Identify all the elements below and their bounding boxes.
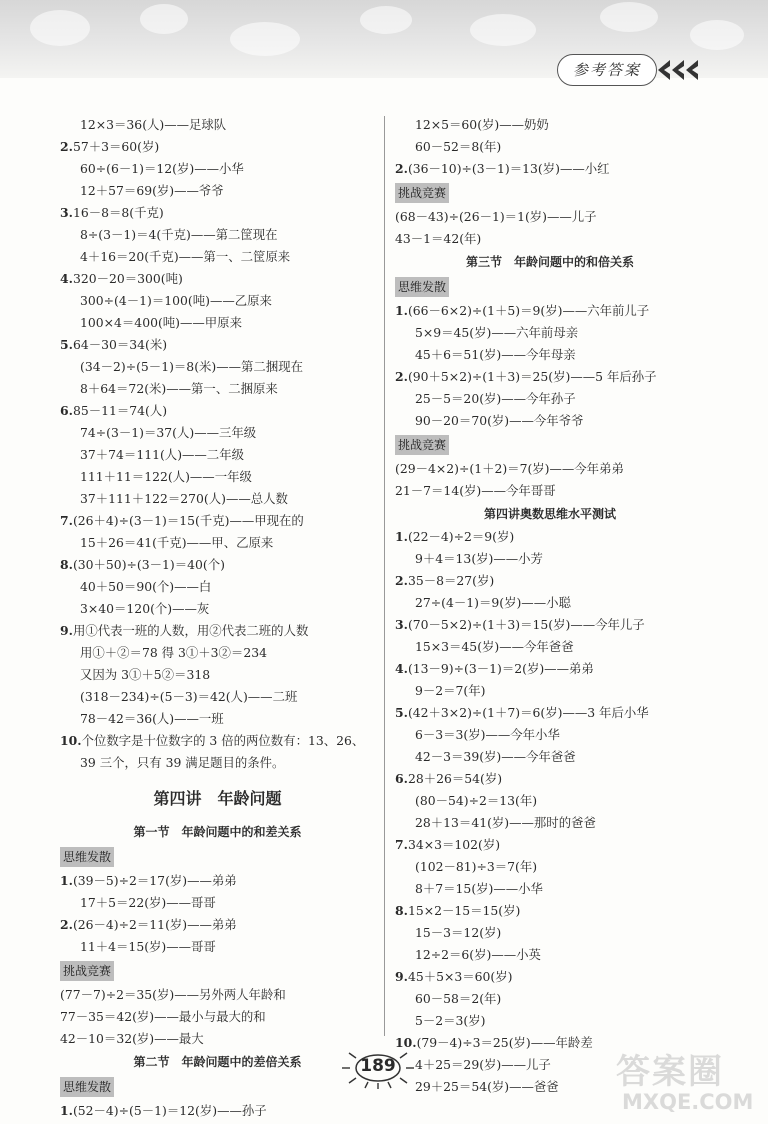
question-number: 2. — [60, 139, 73, 154]
answer-line: 28＋13＝41(岁)——那时的爸爸 — [415, 815, 596, 830]
answer-line: 8＋64＝72(米)——第一、二捆原来 — [80, 381, 278, 396]
answer-line: 111＋11＝122(人)——一年级 — [80, 469, 252, 484]
answer-line: 42－3＝39(岁)——今年爸爸 — [415, 749, 576, 764]
answer-line: (66－6×2)÷(1＋5)＝9(岁)——六年前儿子 — [407, 303, 650, 318]
answer-line: (70－5×2)÷(1＋3)＝15(岁)——今年儿子 — [407, 617, 645, 632]
answer-line: 85－11＝74(人) — [72, 403, 168, 418]
question-number: 2. — [60, 917, 73, 932]
answer-line: (26－4)÷2＝11(岁)——弟弟 — [72, 917, 237, 932]
answer-line: 78－42＝36(人)——一班 — [80, 711, 224, 726]
answer-line: 25－5＝20(岁)——今年孙子 — [415, 391, 576, 406]
question-number: 2. — [395, 161, 408, 176]
think-tag: 思维发散 — [60, 1077, 114, 1097]
answer-line: (39－5)÷2＝17(岁)——弟弟 — [72, 873, 237, 888]
question-number: 1. — [60, 873, 73, 888]
question-number: 5. — [395, 705, 408, 720]
answer-line: 40＋50＝90(个)——白 — [80, 579, 212, 594]
think-tag: 思维发散 — [395, 277, 449, 297]
think-tag: 思维发散 — [60, 847, 114, 867]
question-number: 9. — [395, 969, 408, 984]
answer-line: 9－2＝7(年) — [415, 683, 486, 698]
answer-line: 300÷(4－1)＝100(吨)——乙原来 — [80, 293, 272, 308]
answer-line: (77－7)÷2＝35(岁)——另外两人年龄和 — [60, 987, 286, 1002]
answer-line: 9＋4＝13(岁)——小芳 — [415, 551, 543, 566]
answer-line: 12×3＝36(人)——足球队 — [80, 117, 227, 132]
answer-line: 74÷(3－1)＝37(人)——三年级 — [80, 425, 257, 440]
answer-line: 39 三个，只有 39 满足题目的条件。 — [80, 755, 285, 770]
question-number: 4. — [395, 661, 408, 676]
question-number: 4. — [60, 271, 73, 286]
question-number: 7. — [60, 513, 73, 528]
answer-line: 28＋26＝54(岁) — [407, 771, 503, 786]
answer-line: 4＋25＝29(岁)——儿子 — [415, 1057, 551, 1072]
question-number: 2. — [395, 369, 408, 384]
section-title: 第三节 年龄问题中的和倍关系 — [465, 255, 634, 269]
answer-line: 45＋6＝51(岁)——今年母亲 — [415, 347, 576, 362]
answer-line: 90－20＝70(岁)——今年爷爷 — [415, 413, 584, 428]
question-number: 8. — [395, 903, 408, 918]
answer-line: (26＋4)÷(3－1)＝15(千克)——甲现在的 — [72, 513, 304, 528]
answer-line: 16－8＝8(千克) — [72, 205, 164, 220]
answer-line: 45＋5×3＝60(岁) — [407, 969, 513, 984]
page-number-text: 189 — [360, 1056, 396, 1076]
answer-line: 15×2－15＝15(岁) — [407, 903, 521, 918]
question-number: 7. — [395, 837, 408, 852]
section-title: 第二节 年龄问题中的差倍关系 — [133, 1055, 302, 1069]
question-number: 8. — [60, 557, 73, 572]
answer-line: 8÷(3－1)＝4(千克)——第二筐现在 — [80, 227, 278, 242]
answer-line: (29－4×2)÷(1＋2)＝7(岁)——今年弟弟 — [395, 461, 624, 476]
column-divider — [384, 116, 385, 1036]
answer-line: 57＋3＝60(岁) — [72, 139, 160, 154]
left-column — [60, 114, 375, 1122]
answer-line: 用①代表一班的人数，用②代表二班的人数 — [72, 623, 309, 638]
chapter-title: 第四讲 年龄问题 — [153, 789, 282, 808]
question-number: 3. — [395, 617, 408, 632]
answer-line: (80－54)÷2＝13(年) — [415, 793, 538, 808]
watermark-text: 答案圈 — [616, 1052, 724, 1092]
answer-line: 64－30＝34(米) — [72, 337, 168, 352]
answer-line: 5－2＝3(岁) — [415, 1013, 486, 1028]
answer-line: 27÷(4－1)＝9(岁)——小聪 — [415, 595, 571, 610]
challenge-tag: 挑战竞赛 — [60, 961, 114, 981]
answer-line: 又因为 3①＋5②＝318 — [80, 667, 211, 682]
challenge-tag: 挑战竞赛 — [395, 183, 449, 203]
answer-line: 5×9＝45(岁)——六年前母亲 — [415, 325, 579, 340]
answer-line: 37＋74＝111(人)——二年级 — [80, 447, 244, 462]
answer-line: 8＋7＝15(岁)——小华 — [415, 881, 543, 896]
answer-line: 60－52＝8(年) — [415, 139, 502, 154]
answer-line: 34×3＝102(岁) — [407, 837, 501, 852]
answer-line: (90＋5×2)÷(1＋3)＝25(岁)——5 年后孙子 — [407, 369, 657, 384]
answer-line: (36－10)÷(3－1)＝13(岁)——小红 — [407, 161, 610, 176]
answer-line: (30＋50)÷(3－1)＝40(个) — [72, 557, 225, 572]
answer-line: 21－7＝14(岁)——今年哥哥 — [395, 483, 556, 498]
answer-line: (34－2)÷(5－1)＝8(米)——第二捆现在 — [80, 359, 303, 374]
answer-line: 15＋26＝41(千克)——甲、乙原来 — [80, 535, 274, 550]
answer-line: 320－20＝300(吨) — [72, 271, 183, 286]
challenge-tag: 挑战竞赛 — [395, 435, 449, 455]
answer-line: 15－3＝12(岁) — [415, 925, 502, 940]
question-number: 1. — [395, 303, 408, 318]
page-number — [336, 1050, 420, 1090]
question-number: 1. — [395, 529, 408, 544]
question-number: 3. — [60, 205, 73, 220]
answer-line: 个位数字是十位数字的 3 倍的两位数有：13、26、 — [81, 733, 365, 748]
answer-line: (13－9)÷(3－1)＝2(岁)——弟弟 — [407, 661, 594, 676]
answer-line: (318－234)÷(5－3)＝42(人)——二班 — [80, 689, 298, 704]
answer-line: 3×40＝120(个)——灰 — [80, 601, 210, 616]
question-number: 10. — [395, 1035, 417, 1050]
answer-line: 15×3＝45(岁)——今年爸爸 — [415, 639, 574, 654]
answer-key-tag: 参考答案 — [557, 54, 657, 86]
question-number: 6. — [60, 403, 73, 418]
question-number: 9. — [60, 623, 73, 638]
answer-line: 6－3＝3(岁)——今年小华 — [415, 727, 560, 742]
answer-line: 42－10＝32(岁)——最大 — [60, 1031, 204, 1046]
watermark-logo — [608, 1040, 768, 1120]
answer-line: 4＋16＝20(千克)——第一、二筐原来 — [80, 249, 291, 264]
answer-line: 77－35＝42(岁)——最小与最大的和 — [60, 1009, 266, 1024]
answer-line: (42＋3×2)÷(1＋7)＝6(岁)——3 年后小华 — [407, 705, 649, 720]
answer-line: 60－58＝2(年) — [415, 991, 502, 1006]
answer-line: (102－81)÷3＝7(年) — [415, 859, 538, 874]
answer-line: 100×4＝400(吨)——甲原来 — [80, 315, 242, 330]
answer-line: 60÷(6－1)＝12(岁)——小华 — [80, 161, 244, 176]
test-title: 第四讲奥数思维水平测试 — [483, 507, 616, 521]
answer-line: 43－1＝42(年) — [395, 231, 482, 246]
answer-line: (79－4)÷3＝25(岁)——年龄差 — [416, 1035, 593, 1050]
right-column — [395, 114, 705, 1098]
answer-line: (22－4)÷2＝9(岁) — [407, 529, 515, 544]
answer-line: 35－8＝27(岁) — [407, 573, 495, 588]
answer-line: 12＋57＝69(岁)——爷爷 — [80, 183, 224, 198]
answer-line: 12×5＝60(岁)——奶奶 — [415, 117, 549, 132]
answer-line: 37＋111＋122＝270(人)——总人数 — [80, 491, 288, 506]
question-number: 1. — [60, 1103, 73, 1118]
answer-line: 17＋5＝22(岁)——哥哥 — [80, 895, 216, 910]
answer-line: (68－43)÷(26－1)＝1(岁)——儿子 — [395, 209, 597, 224]
section-title: 第一节 年龄问题中的和差关系 — [133, 825, 302, 839]
answer-line: 11＋4＝15(岁)——哥哥 — [80, 939, 216, 954]
question-number: 2. — [395, 573, 408, 588]
triple-arrow-icon — [656, 58, 702, 82]
answer-line: (52－4)÷(5－1)＝12(岁)——孙子 — [72, 1103, 267, 1118]
answer-line: 12÷2＝6(岁)——小英 — [415, 947, 541, 962]
question-number: 5. — [60, 337, 73, 352]
answer-line: 29＋25＝54(岁)——爸爸 — [415, 1079, 559, 1094]
watermark-url: MXQE.COM — [622, 1090, 754, 1114]
question-number: 6. — [395, 771, 408, 786]
answer-line: 用①＋②＝78 得 3①＋3②＝234 — [80, 645, 267, 660]
question-number: 10. — [60, 733, 82, 748]
